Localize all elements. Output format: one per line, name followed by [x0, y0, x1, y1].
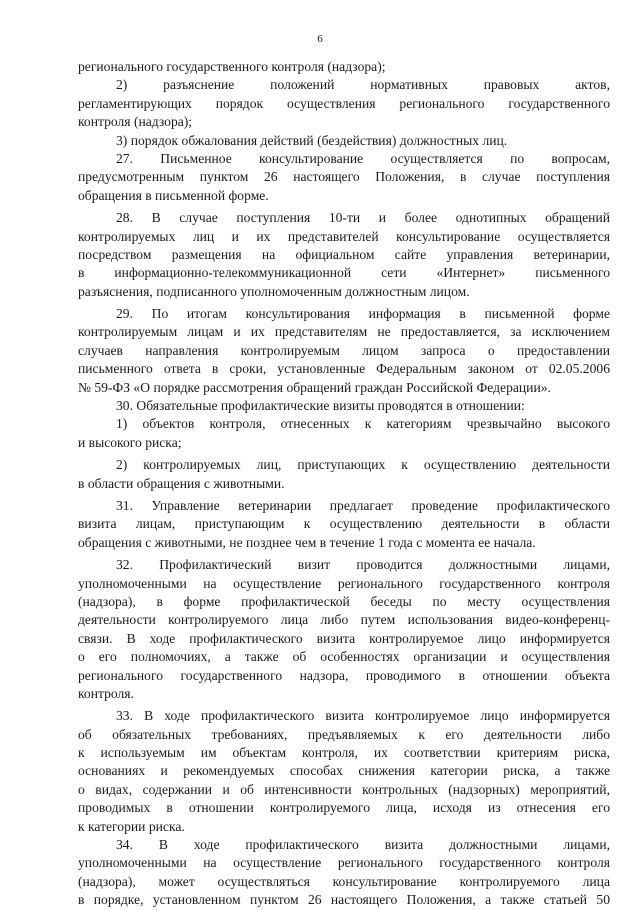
text-line: к категории риска. [78, 818, 185, 834]
text-line: уполномоченными на осуществление регионального государственного контроля [78, 855, 610, 871]
text-line: посредством размещения на официальном сайте управления ветеринарии, [78, 246, 610, 262]
text-line: контролируемых лиц и их представителей консультирование осуществляется [78, 228, 610, 244]
text-line: 30. Обязательные профилактические визиты проводятся в отношении: [116, 398, 525, 414]
text-line: случаев направления контролируемым лицом запроса о предоставлении [78, 342, 610, 358]
text-line: (надзора), в форме профилактической беседы по месту осуществления [78, 593, 610, 609]
text-line: (надзора), может осуществляться консультирование контролируемого лица [78, 873, 610, 889]
text-line: обращения с животными, не позднее чем в течение 1 года с момента ее начала. [78, 534, 536, 550]
text-line: контроля (надзора); [78, 114, 193, 130]
text-line: письменного ответа в сроки, установленные Федеральным законом от 02.05.2006 [78, 361, 610, 377]
text-line: 3) порядок обжалования действий (бездействия) должностных лиц. [116, 132, 508, 148]
text-line: о его полномочиях, а также об особенностях организации и осуществления [78, 649, 610, 665]
text-line: разъяснения, подписанного уполномоченным должностным лицом. [78, 283, 470, 299]
text-line: регионального государственного надзора, проводимого в отношении объекта [78, 667, 610, 683]
text-line: проводимых в отношении контролируемого лица, исходя из отнесения его [78, 800, 610, 816]
page-number: 6 [317, 33, 323, 45]
text-line: основаниях и рекомендуемых способах снижения категории риска, а также [78, 763, 610, 779]
text-line: в области обращения с животными. [78, 475, 285, 491]
text-line: 28. В случае поступления 10-ти и более однотипных обращений [116, 210, 610, 226]
text-line: в информационно-телекоммуникационной сети «Интернет» письменного [78, 265, 610, 281]
text-line: связи. В ходе профилактического визита контролируемое лицо информируется [78, 630, 610, 646]
text-line: 31. Управление ветеринарии предлагает проведение профилактического [116, 497, 610, 513]
text-line: 1) объектов контроля, отнесенных к категориям чрезвычайно высокого [116, 416, 610, 432]
text-line: об обязательных требованиях, предъявляемых к его деятельности либо [78, 726, 610, 742]
text-line: контролируемым лицам и их представителям не предоставляется, за исключением [78, 324, 610, 340]
text-line: 2) разъяснение положений нормативных правовых актов, [116, 77, 610, 93]
document-body [78, 58, 610, 910]
text-line: 32. Профилактический визит проводится должностными лицами, [116, 557, 610, 573]
text-line: 2) контролируемых лиц, приступающих к осуществлению деятельности [116, 457, 610, 473]
text-line: к используемым им объектам контроля, их соответствии критериям риска, [78, 745, 610, 761]
text-line: 29. По итогам консультирования информация в письменной форме [116, 306, 610, 322]
text-line: в порядке, установленном пунктом 26 настоящего Положения, а также статьей 50 [78, 892, 610, 908]
text-line: и высокого риска; [78, 434, 182, 450]
text-line: визита лицам, приступающим к осуществлению деятельности в области [78, 516, 610, 532]
text-line: о видах, содержании и об интенсивности контрольных (надзорных) мероприятий, [78, 781, 610, 797]
text-line: 33. В ходе профилактического визита контролируемое лицо информируется [116, 708, 610, 724]
text-line: 34. В ходе профилактического визита должностными лицами, [116, 837, 610, 853]
text-line: 27. Письменное консультирование осуществляется по вопросам, [116, 150, 610, 166]
text-line: № 59-ФЗ «О порядке рассмотрения обращений граждан Российской Федерации». [78, 379, 551, 395]
text-line: уполномоченными на осуществление регионального государственного контроля [78, 575, 610, 591]
text-line: деятельности контролируемого лица либо путем использования видео-конференц- [78, 612, 610, 628]
text-line: регламентирующих порядок осуществления регионального государственного [78, 95, 610, 111]
text-line: контроля. [78, 685, 134, 701]
text-line: предусмотренным пунктом 26 настоящего Положения, в случае поступления [78, 169, 610, 185]
text-line: обращения в письменной форме. [78, 187, 269, 203]
text-line: регионального государственного контроля (надзора); [78, 59, 386, 74]
